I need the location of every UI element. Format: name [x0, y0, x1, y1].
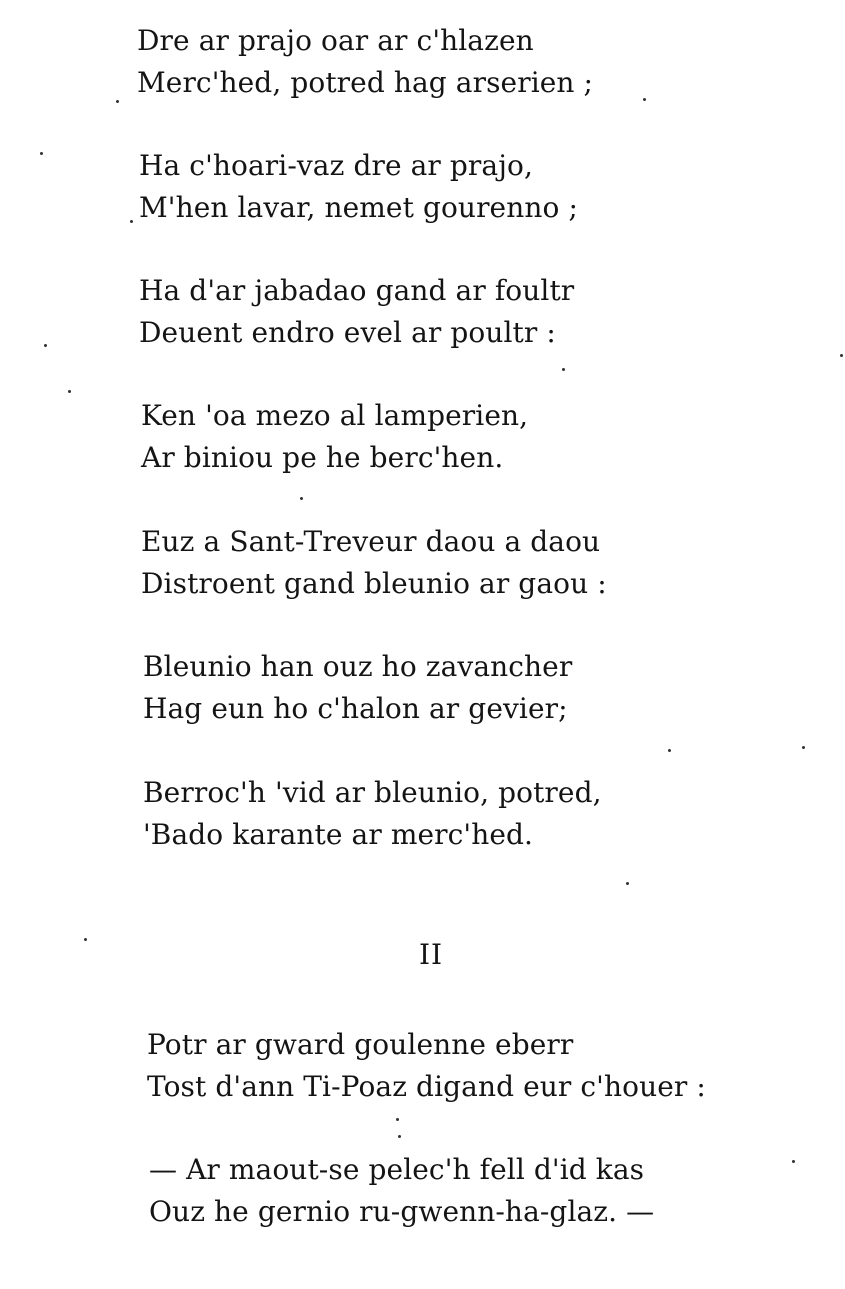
verse-line: Hag eun ho c'halon ar gevier; — [143, 692, 568, 725]
verse-line: Ar biniou pe he berc'hen. — [141, 441, 504, 474]
speck — [396, 1118, 399, 1121]
verse-line: Tost d'ann Ti-Poaz digand eur c'houer : — [147, 1070, 706, 1103]
verse-line: Ken 'oa mezo al lamperien, — [141, 399, 529, 432]
speck — [562, 368, 565, 371]
speck — [668, 749, 671, 752]
verse-line: Dre ar prajo oar ar c'hlazen — [137, 24, 534, 57]
verse-line: Potr ar gward goulenne eberr — [147, 1028, 574, 1061]
verse-line: M'hen lavar, nemet gourenno ; — [139, 191, 578, 224]
verse-line: — Ar maout-se pelec'h fell d'id kas — [149, 1153, 645, 1186]
section-heading: II — [419, 938, 444, 971]
speck — [300, 497, 303, 500]
speck — [84, 938, 87, 941]
speck — [130, 220, 133, 223]
verse-line: Ha c'hoari-vaz dre ar prajo, — [139, 149, 533, 182]
speck — [643, 98, 646, 101]
speck — [626, 882, 629, 885]
verse-line: Deuent endro evel ar poultr : — [139, 316, 556, 349]
verse-line: Bleunio han ouz ho zavancher — [143, 650, 573, 683]
verse-line: Distroent gand bleunio ar gaou : — [141, 567, 607, 600]
speck — [40, 152, 43, 155]
verse-line: Merc'hed, potred hag arserien ; — [137, 66, 594, 99]
verse-line: Berroc'h 'vid ar bleunio, potred, — [143, 776, 602, 809]
speck — [68, 390, 71, 393]
speck — [802, 746, 805, 749]
speck — [116, 100, 119, 103]
verse-line: Ouz he gernio ru-gwenn-ha-glaz. — — [149, 1195, 655, 1228]
speck — [44, 344, 47, 347]
speck — [792, 1160, 795, 1163]
verse-line: Ha d'ar jabadao gand ar foultr — [139, 274, 575, 307]
speck — [840, 354, 843, 357]
verse-line: 'Bado karante ar merc'hed. — [143, 818, 534, 851]
verse-line: Euz a Sant-Treveur daou a daou — [141, 525, 601, 558]
speck — [398, 1135, 401, 1138]
